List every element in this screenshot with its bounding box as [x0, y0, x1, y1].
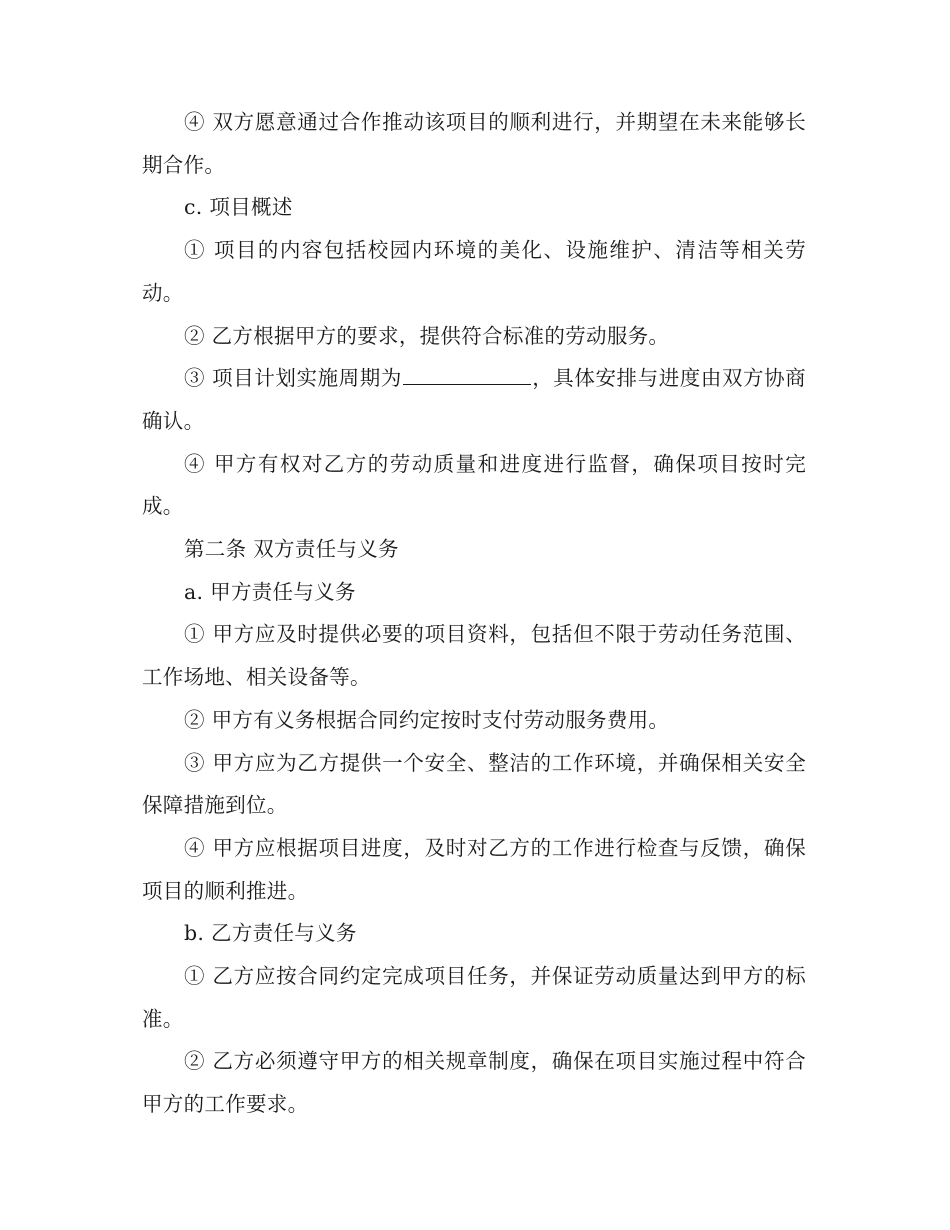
clause-text-after-blank: ，具体安排与进度由双方协商确认。 [142, 366, 806, 433]
clause-paragraph-with-blank [142, 357, 806, 442]
clause-text-before-blank: ③ 项目计划实施周期为 [184, 366, 402, 391]
clause-paragraph: ① 乙方应按合同约定完成项目任务，并保证劳动质量达到甲方的标准。 [142, 964, 806, 1031]
article-heading: 第二条 双方责任与义务 [184, 537, 399, 562]
section-heading-project-overview: c. 项目概述 [184, 195, 293, 220]
document-body [142, 101, 806, 1126]
clause-paragraph: ① 甲方应及时提供必要的项目资料，包括但不限于劳动任务范围、工作场地、相关设备等。 [142, 622, 806, 690]
section-heading-party-a: a. 甲方责任与义务 [184, 579, 356, 604]
clause-paragraph: ② 乙方根据甲方的要求，提供符合标准的劳动服务。 [184, 323, 670, 348]
clause-paragraph: ① 项目的内容包括校园内环境的美化、设施维护、清洁等相关劳动。 [142, 238, 806, 305]
fill-in-blank [403, 360, 531, 385]
clause-paragraph: ② 乙方必须遵守甲方的相关规章制度，确保在项目实施过程中符合甲方的工作要求。 [142, 1049, 806, 1117]
clause-paragraph: ② 甲方有义务根据合同约定按时支付劳动服务费用。 [184, 707, 670, 732]
section-heading-party-b: b. 乙方责任与义务 [184, 921, 357, 946]
clause-paragraph: ④ 甲方有权对乙方的劳动质量和进度进行监督，确保项目按时完成。 [142, 451, 806, 519]
clause-paragraph: ③ 甲方应为乙方提供一个安全、整洁的工作环境，并确保相关安全保障措施到位。 [142, 750, 806, 818]
clause-paragraph: ④ 甲方应根据项目进度，及时对乙方的工作进行检查与反馈，确保项目的顺利推进。 [142, 835, 806, 903]
clause-paragraph: ④ 双方愿意通过合作推动该项目的顺利进行，并期望在未来能够长期合作。 [142, 110, 806, 177]
